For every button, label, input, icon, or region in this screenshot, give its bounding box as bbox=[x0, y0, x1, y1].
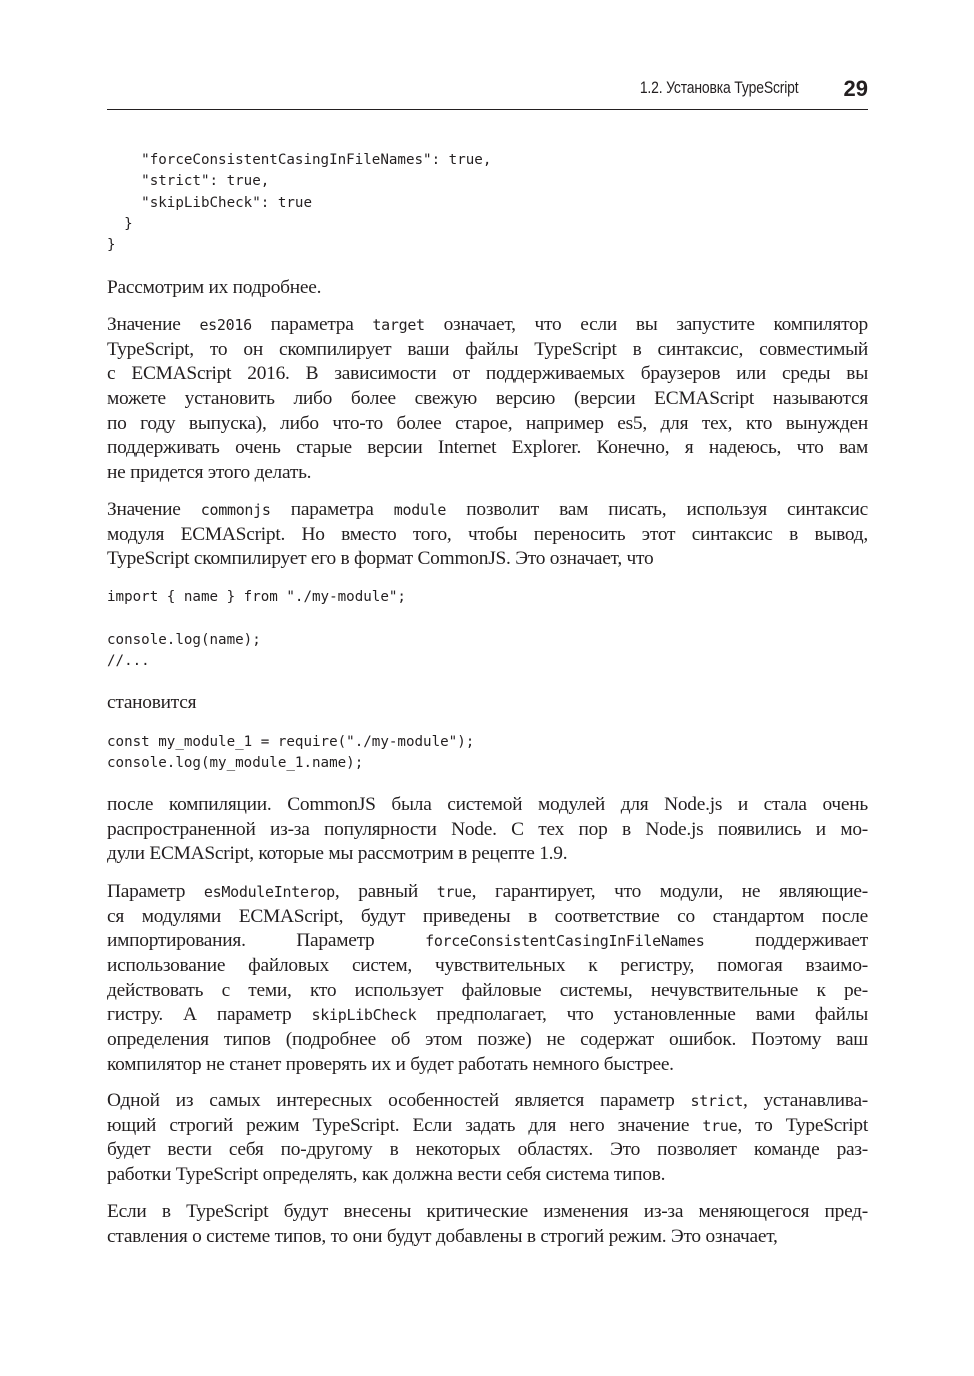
text-run: импортирования. Параметр bbox=[107, 930, 426, 952]
text-run: Значение bbox=[107, 314, 200, 335]
paragraph bbox=[107, 276, 868, 301]
text-run: поддерживать очень старые версии Internet Explorer. Конечно, я надеюсь, что вам bbox=[107, 437, 868, 459]
text-run: предполагает, что установленные вами файлы bbox=[416, 1004, 868, 1026]
text-line bbox=[107, 1028, 868, 1053]
text-run: Одной из самых интересных особенностей является параметр bbox=[107, 1090, 691, 1111]
code-line: } bbox=[107, 237, 116, 254]
inline-code: module bbox=[393, 501, 447, 519]
text-run: поддерживает bbox=[704, 930, 868, 952]
text-run: ющий строгий режим TypeScript. Если задать для него значение bbox=[107, 1114, 703, 1136]
code-line: console.log(name); bbox=[107, 631, 261, 648]
text-line bbox=[107, 905, 868, 930]
section-title: 1.2. Установка TypeScript bbox=[639, 78, 798, 97]
inline-code: true bbox=[702, 1116, 738, 1135]
paragraph bbox=[107, 1089, 868, 1188]
paragraph bbox=[107, 691, 868, 716]
text-run: становится bbox=[107, 692, 197, 713]
page-number: 29 bbox=[843, 76, 868, 101]
code-line: console.log(my_module_1.name); bbox=[107, 755, 364, 772]
paragraph bbox=[107, 1200, 868, 1249]
text-line bbox=[107, 842, 868, 867]
text-run: означает, что если вы запустите компилятор bbox=[424, 314, 868, 335]
paragraph bbox=[107, 498, 868, 572]
text-run: использование файловых систем, чувствительных к регистру, помогая взаимо- bbox=[107, 955, 868, 977]
code-line: "strict": true, bbox=[107, 173, 270, 190]
text-run: TypeScript скомпилирует его в формат CommonJS. Это означает, что bbox=[107, 548, 654, 570]
text-line bbox=[107, 1225, 868, 1250]
text-line bbox=[107, 979, 868, 1004]
text-run: параметра bbox=[251, 314, 373, 335]
text-run: позволит вам писать, используя синтаксис bbox=[446, 499, 869, 520]
text-run: , гарантирует, что модули, не являющие- bbox=[471, 881, 868, 902]
text-line bbox=[107, 276, 868, 301]
code-line: const my_module_1 = require("./my-module"); bbox=[107, 734, 475, 750]
text-run: параметра bbox=[270, 499, 394, 520]
text-line bbox=[107, 436, 868, 461]
text-run: ставления о системе типов, то они будут добавлены в строгий режим. Это означает, bbox=[107, 1225, 778, 1247]
code-block bbox=[107, 732, 868, 775]
paragraph bbox=[107, 793, 868, 867]
text-run: Рассмотрим их подробнее. bbox=[107, 277, 322, 298]
code-line: "forceConsistentCasingInFileNames": true, bbox=[107, 152, 492, 168]
text-run: действовать с теми, кто использует файловые системы, нечувствительные к ре- bbox=[107, 979, 868, 1001]
code-line bbox=[107, 608, 868, 629]
text-run: Параметр bbox=[107, 881, 204, 902]
text-run: ся модулями ECMAScript, будут приведены в соответствие со стандартом после bbox=[107, 905, 868, 927]
text-line bbox=[107, 1200, 868, 1225]
paragraph bbox=[107, 313, 868, 486]
inline-code: commonjs bbox=[200, 501, 271, 519]
paragraph bbox=[107, 880, 868, 1078]
code-block bbox=[107, 150, 868, 256]
text-line bbox=[107, 547, 868, 572]
text-line bbox=[107, 880, 868, 905]
text-line bbox=[107, 313, 868, 338]
text-line bbox=[107, 338, 868, 363]
text-line bbox=[107, 818, 868, 843]
text-run: после компиляции. CommonJS была системой модулей для Node.js и стала очень bbox=[107, 794, 868, 815]
inline-code: strict bbox=[690, 1092, 743, 1110]
inline-code: skipLibCheck bbox=[311, 1006, 417, 1025]
text-run: гистру. А параметр bbox=[107, 1004, 312, 1026]
inline-code: true bbox=[436, 883, 472, 901]
text-line bbox=[107, 523, 868, 548]
code-line: //... bbox=[107, 652, 150, 669]
code-block bbox=[107, 587, 868, 672]
text-line bbox=[107, 954, 868, 979]
inline-code: target bbox=[372, 316, 425, 334]
text-run: работки TypeScript определять, как должна вести себя система типов. bbox=[107, 1164, 666, 1186]
text-line bbox=[107, 412, 868, 437]
code-line: } bbox=[107, 215, 133, 232]
text-run: Если в TypeScript будут внесены критические изменения из-за меняющегося пред- bbox=[107, 1201, 868, 1222]
code-line: import { name } from "./my-module"; bbox=[107, 589, 406, 605]
text-run: дули ECMAScript, которые мы рассмотрим в рецепте 1.9. bbox=[107, 843, 568, 865]
text-line bbox=[107, 1089, 868, 1114]
text-run: , устанавлива- bbox=[742, 1090, 869, 1111]
text-line bbox=[107, 1003, 868, 1028]
text-run: не придется этого делать. bbox=[107, 462, 312, 484]
text-line bbox=[107, 1163, 868, 1188]
text-line bbox=[107, 461, 868, 486]
text-run: можете установить либо более свежую версию (версии ECMAScript называются bbox=[107, 388, 868, 410]
inline-code: forceConsistentCasingInFileNames bbox=[425, 932, 705, 951]
text-run: будет вести себя по-другому в некоторых областях. Это позволяет команде раз- bbox=[107, 1139, 868, 1161]
inline-code: esModuleInterop bbox=[203, 883, 335, 901]
text-run: Значение bbox=[107, 499, 201, 520]
text-line bbox=[107, 929, 868, 954]
text-line bbox=[107, 1138, 868, 1163]
text-run: по году выпуска), либо что-то более старое, например es5, для тех, кто вынужден bbox=[107, 412, 868, 434]
text-line bbox=[107, 691, 868, 716]
text-line bbox=[107, 387, 868, 412]
text-run: распространенной из-за популярности Node. С тех пор в Node.js появились и мо- bbox=[107, 818, 868, 840]
text-line bbox=[107, 1114, 868, 1139]
header-rule bbox=[107, 109, 868, 110]
text-run: определения типов (подробнее об этом позже) не содержат ошибок. Поэтому ваш bbox=[107, 1029, 868, 1051]
text-line bbox=[107, 498, 868, 523]
code-line: "skipLibCheck": true bbox=[107, 194, 312, 211]
inline-code: es2016 bbox=[199, 316, 252, 334]
text-run: , равный bbox=[334, 881, 437, 902]
text-run: TypeScript, то он скомпилирует ваши файлы TypeScript в синтаксис, совместимый bbox=[107, 338, 868, 360]
text-line bbox=[107, 1053, 868, 1078]
text-line bbox=[107, 793, 868, 818]
text-run: , то TypeScript bbox=[737, 1114, 869, 1136]
text-line bbox=[107, 362, 868, 387]
text-run: с ECMAScript 2016. В зависимости от поддерживаемых браузеров или среды вы bbox=[107, 363, 868, 385]
text-run: модуля ECMAScript. Но вместо того, чтобы переносить этот синтаксис в вывод, bbox=[107, 523, 868, 545]
text-run: компилятор не станет проверять их и будет работать немного быстрее. bbox=[107, 1053, 674, 1075]
